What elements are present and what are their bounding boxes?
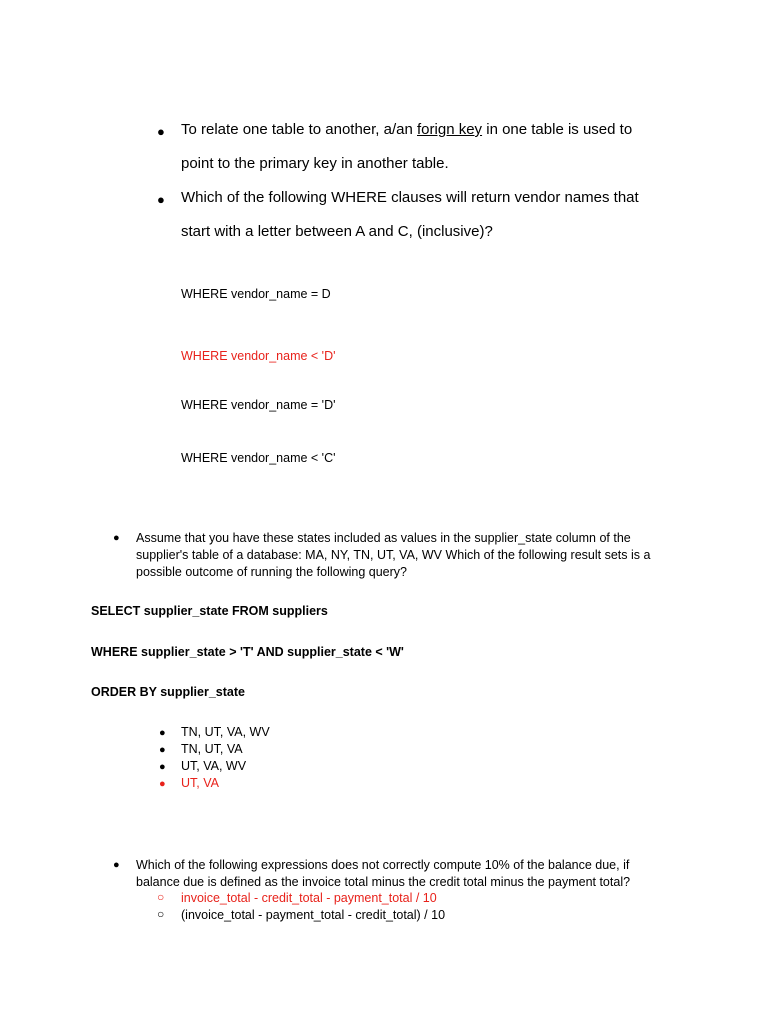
sql-order-line: ORDER BY supplier_state: [91, 685, 245, 699]
where-option-1: WHERE vendor_name = D: [181, 287, 331, 301]
answer-option-3: UT, VA, WV: [181, 759, 247, 773]
answer-option-4-correct: UT, VA: [181, 776, 219, 790]
question-4-line-1: Which of the following expressions does not correctly compute 10% of the balance due, if: [136, 858, 630, 872]
bullet-icon: ●: [113, 532, 120, 544]
question-1-text-after: in one table is used to: [482, 121, 633, 138]
sql-where-line: WHERE supplier_state > 'T' AND supplier_state < 'W': [91, 645, 404, 659]
question-1-line-2: point to the primary key in another table.: [181, 155, 449, 172]
bullet-icon: ●: [159, 778, 166, 790]
bullet-icon: ●: [159, 744, 166, 756]
question-3-line-1: Assume that you have these states included as values in the supplier_state column of the: [136, 531, 631, 545]
question-3-line-3: possible outcome of running the following query?: [136, 565, 408, 579]
expression-option-1-correct: invoice_total - credit_total - payment_total / 10: [181, 891, 437, 905]
forign-key-term: forign key: [417, 121, 483, 138]
question-4-line-2: balance due is defined as the invoice total minus the credit total minus the payment total?: [136, 875, 631, 889]
bullet-icon: ●: [159, 761, 166, 773]
circle-bullet-icon: ○: [157, 907, 165, 921]
question-1-text-before: To relate one table to another, a/an: [181, 121, 418, 138]
question-1-line-1: [181, 121, 632, 139]
answer-option-1: TN, UT, VA, WV: [181, 725, 270, 739]
where-option-3: WHERE vendor_name = 'D': [181, 398, 336, 412]
answer-option-2: TN, UT, VA: [181, 742, 243, 756]
bullet-icon: ●: [113, 859, 120, 871]
question-2-line-2: start with a letter between A and C, (inclusive)?: [181, 223, 493, 240]
question-2-line-1: Which of the following WHERE clauses will return vendor names that: [181, 189, 639, 206]
sql-select-line: SELECT supplier_state FROM suppliers: [91, 604, 328, 618]
bullet-icon: ●: [157, 124, 165, 139]
expression-option-2: (invoice_total - payment_total - credit_total) / 10: [181, 908, 446, 922]
where-option-2-correct: WHERE vendor_name < 'D': [181, 349, 336, 363]
circle-bullet-icon: ○: [157, 890, 165, 904]
bullet-icon: ●: [159, 727, 166, 739]
bullet-icon: ●: [157, 192, 165, 207]
where-option-4: WHERE vendor_name < 'C': [181, 451, 336, 465]
question-3-line-2: supplier's table of a database: MA, NY, TN, UT, VA, WV Which of the following result sets is a: [136, 548, 651, 562]
